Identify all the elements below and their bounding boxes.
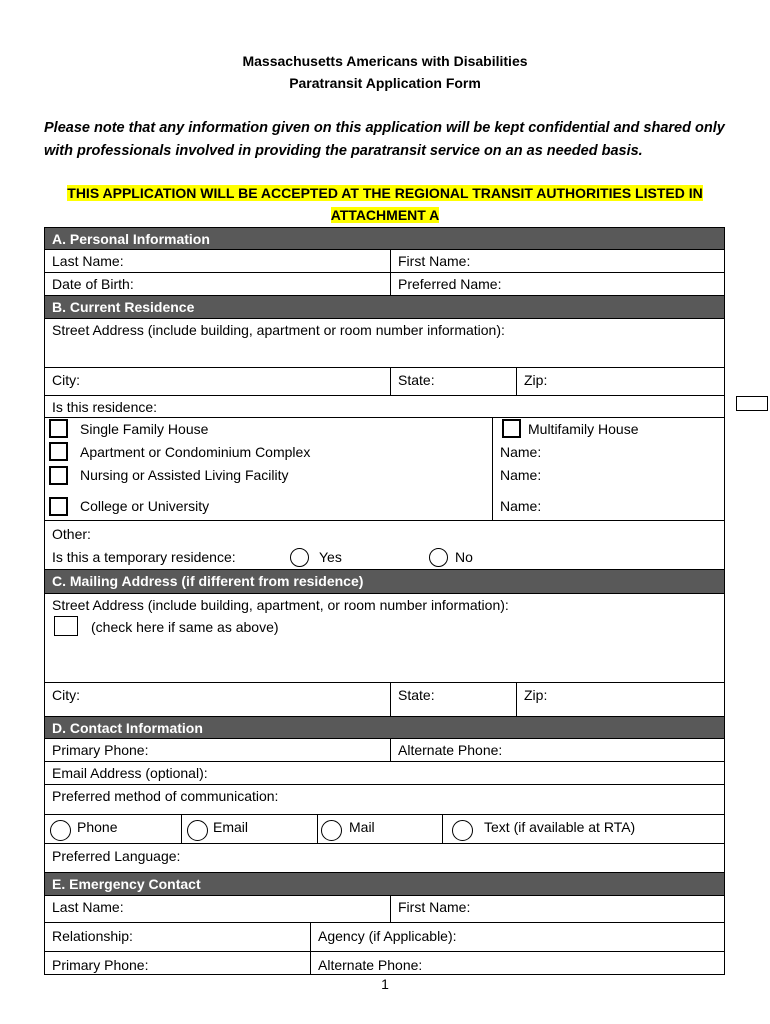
emergency-first-name-field[interactable]: First Name: [390, 896, 724, 922]
row-phones [45, 739, 724, 762]
email-radio[interactable] [187, 820, 208, 841]
acceptance-banner [44, 182, 726, 226]
mail-option-label: Mail [349, 819, 375, 835]
section-b-header: B. Current Residence [45, 296, 724, 319]
residence-city-field[interactable]: City: [52, 372, 80, 388]
page-number: 1 [381, 976, 389, 992]
apartment-checkbox[interactable] [49, 442, 68, 461]
temporary-no-radio[interactable] [429, 548, 448, 567]
preferred-language-label: Preferred Language: [52, 848, 181, 864]
phone-option-label: Phone [77, 819, 118, 835]
college-checkbox[interactable] [49, 497, 68, 516]
other-residence-label: Other: [52, 526, 91, 542]
row-name [45, 250, 724, 273]
preferred-name-field[interactable]: Preferred Name: [390, 273, 724, 295]
nursing-label: Nursing or Assisted Living Facility [80, 467, 289, 483]
first-name-field[interactable]: First Name: [390, 250, 724, 272]
text-radio[interactable] [452, 820, 473, 841]
same-as-above-checkbox[interactable] [54, 616, 78, 636]
multifamily-label: Multifamily House [528, 421, 639, 437]
residence-divider [492, 418, 493, 520]
residence-type-label: Is this residence: [52, 399, 158, 415]
same-as-above-label: (check here if same as above) [91, 619, 279, 635]
temporary-yes-radio[interactable] [290, 548, 309, 567]
residence-state-field[interactable]: State: [390, 368, 516, 395]
row-emergency-phones [45, 952, 724, 974]
relationship-field[interactable]: Relationship: [52, 928, 133, 944]
confidentiality-notice: Please note that any information given on this application will be kept confidential and shared only with professionals involved in providing the paratransit service on an as needed basis. [44, 120, 725, 159]
last-name-field[interactable]: Last Name: [52, 253, 124, 269]
row-dob [45, 273, 724, 296]
mailing-state-field[interactable]: State: [390, 683, 516, 716]
margin-box [736, 396, 768, 411]
preferred-method-label: Preferred method of communication: [52, 788, 279, 804]
temporary-residence-row [45, 545, 724, 570]
emergency-last-name-field[interactable]: Last Name: [52, 899, 124, 915]
title-line-1: Massachusetts Americans with Disabilities [242, 53, 528, 69]
option-divider-1 [181, 815, 182, 843]
multifamily-checkbox[interactable] [502, 419, 521, 438]
mailing-street-label: Street Address (include building, apartment, or room number information): [52, 597, 509, 613]
option-divider-3 [442, 815, 443, 843]
other-residence-field[interactable] [45, 523, 724, 545]
acceptance-banner-text: THIS APPLICATION WILL BE ACCEPTED AT THE REGIONAL TRANSIT AUTHORITIES LISTED IN ATTACHMENT A [67, 185, 703, 223]
title-line-2: Paratransit Application Form [289, 75, 481, 91]
communication-options-row [45, 815, 724, 844]
section-d-header: D. Contact Information [45, 717, 724, 739]
mail-radio[interactable] [321, 820, 342, 841]
section-c-header: C. Mailing Address (if different from residence) [45, 570, 724, 594]
dob-field[interactable]: Date of Birth: [52, 276, 134, 292]
college-name-field[interactable]: Name: [500, 498, 542, 514]
temporary-no-label: No [455, 549, 473, 565]
preferred-language-field[interactable] [45, 844, 724, 873]
temporary-yes-label: Yes [319, 549, 342, 565]
option-divider-2 [317, 815, 318, 843]
row-residence-city [45, 368, 724, 396]
application-form [44, 227, 725, 975]
apartment-name-field[interactable]: Name: [500, 444, 542, 460]
email-option-label: Email [213, 819, 249, 835]
emergency-primary-phone-field[interactable]: Primary Phone: [52, 957, 149, 973]
row-emergency-name [45, 896, 724, 923]
single-family-checkbox[interactable] [49, 419, 68, 438]
agency-field[interactable]: Agency (if Applicable): [310, 923, 724, 951]
residence-type-block [45, 418, 724, 521]
alternate-phone-field[interactable]: Alternate Phone: [390, 739, 724, 761]
phone-radio[interactable] [50, 820, 71, 841]
row-mailing-city [45, 683, 724, 717]
form-title [0, 50, 770, 94]
residence-street-field[interactable] [45, 319, 724, 368]
row-relationship [45, 923, 724, 952]
email-label: Email Address (optional): [52, 765, 208, 781]
text-option-label: Text (if available at RTA) [484, 819, 636, 835]
primary-phone-field[interactable]: Primary Phone: [52, 742, 149, 758]
nursing-name-field[interactable]: Name: [500, 467, 542, 483]
email-field[interactable] [45, 762, 724, 785]
mailing-street-field[interactable] [45, 594, 724, 683]
apartment-label: Apartment or Condominium Complex [80, 444, 311, 460]
mailing-city-field[interactable]: City: [52, 687, 80, 703]
section-e-header: E. Emergency Contact [45, 873, 724, 896]
residence-type-question [45, 396, 724, 418]
preferred-method-row [45, 785, 724, 815]
emergency-alternate-phone-field[interactable]: Alternate Phone: [310, 952, 724, 974]
residence-street-label: Street Address (include building, apartment or room number information): [52, 322, 505, 338]
temporary-residence-label: Is this a temporary residence: [52, 549, 236, 565]
residence-zip-field[interactable]: Zip: [516, 368, 724, 395]
single-family-label: Single Family House [80, 421, 209, 437]
section-a-header: A. Personal Information [45, 228, 724, 250]
college-label: College or University [80, 498, 210, 514]
nursing-checkbox[interactable] [49, 466, 68, 485]
mailing-zip-field[interactable]: Zip: [516, 683, 724, 716]
